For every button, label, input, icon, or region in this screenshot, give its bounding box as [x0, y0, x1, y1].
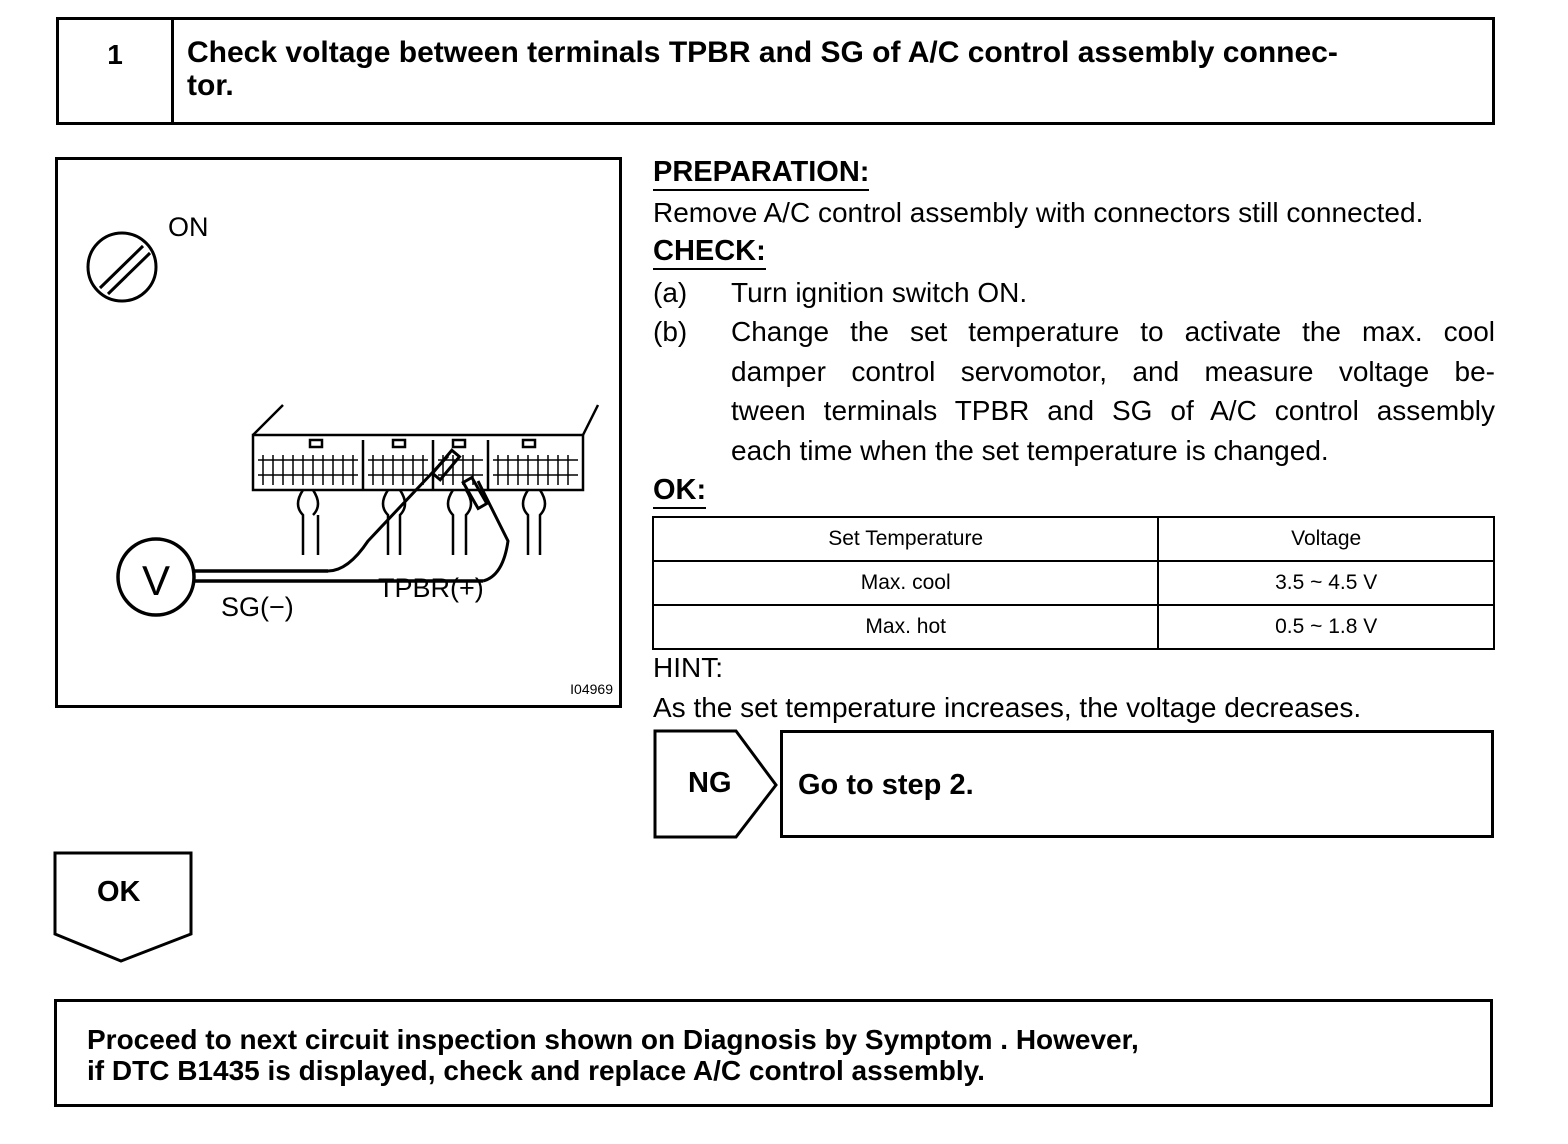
step-header — [56, 17, 1495, 125]
preparation-heading: PREPARATION: — [653, 155, 869, 191]
table-cell: 3.5 ~ 4.5 V — [1158, 561, 1494, 605]
table-cell: Max. cool — [653, 561, 1158, 605]
table-cell: 0.5 ~ 1.8 V — [1158, 605, 1494, 649]
ng-result-text: Go to step 2. — [798, 769, 974, 801]
table-header-row — [653, 517, 1494, 561]
step-title-line: tor. — [187, 69, 234, 102]
table-header-cell: Set Temperature — [653, 517, 1158, 561]
step-title-line: Check voltage between terminals TPBR and SG of A/C control assembly connec- — [187, 36, 1338, 69]
ignition-switch-icon — [88, 233, 156, 301]
check-item-letter: (a) — [653, 277, 688, 308]
step-number: 1 — [59, 20, 174, 122]
wiring-illustration — [55, 157, 622, 708]
table-cell: Max. hot — [653, 605, 1158, 649]
check-item-text — [731, 312, 1495, 470]
check-item-letter: (b) — [653, 316, 688, 347]
check-item-text: Turn ignition switch ON. — [731, 277, 1028, 308]
hint-text: As the set temperature increases, the voltage decreases. — [653, 692, 1362, 723]
step-title — [187, 36, 1472, 102]
table-row — [653, 605, 1494, 649]
next-step-text — [87, 1024, 1139, 1086]
check-item-line: Change the set temperature to activate the max. cool — [731, 316, 1495, 347]
ok-heading: OK: — [653, 473, 706, 509]
ignition-on-label: ON — [168, 212, 209, 242]
preparation-text: Remove A/C control assembly with connectors still connected. — [653, 197, 1424, 228]
figure-id: I04969 — [570, 681, 613, 697]
check-heading: CHECK: — [653, 234, 766, 270]
next-step-line: if DTC B1435 is displayed, check and replace A/C control assembly. — [87, 1055, 985, 1086]
hint-label: HINT: — [653, 652, 723, 683]
voltage-spec-table — [652, 516, 1495, 650]
probe-negative-label: SG(−) — [221, 592, 294, 622]
test-probe-leads — [328, 450, 508, 581]
check-item-line: each time when the set temperature is changed. — [731, 434, 1329, 466]
ok-label: OK — [97, 876, 141, 908]
connector-diagram — [58, 160, 619, 705]
probe-positive-label: TPBR(+) — [378, 573, 484, 603]
next-step-line: Proceed to next circuit inspection shown on Diagnosis by Symptom . However, — [87, 1024, 1139, 1055]
ng-label: NG — [688, 767, 732, 799]
voltmeter-label: V — [142, 557, 171, 604]
next-step-box — [54, 999, 1493, 1107]
ng-result-box — [780, 730, 1494, 838]
check-item-line: damper control servomotor, and measure voltage be- — [731, 355, 1495, 387]
check-item-line: tween terminals TPBR and SG of A/C control assembly — [731, 395, 1495, 426]
table-row — [653, 561, 1494, 605]
table-header-cell: Voltage — [1158, 517, 1494, 561]
